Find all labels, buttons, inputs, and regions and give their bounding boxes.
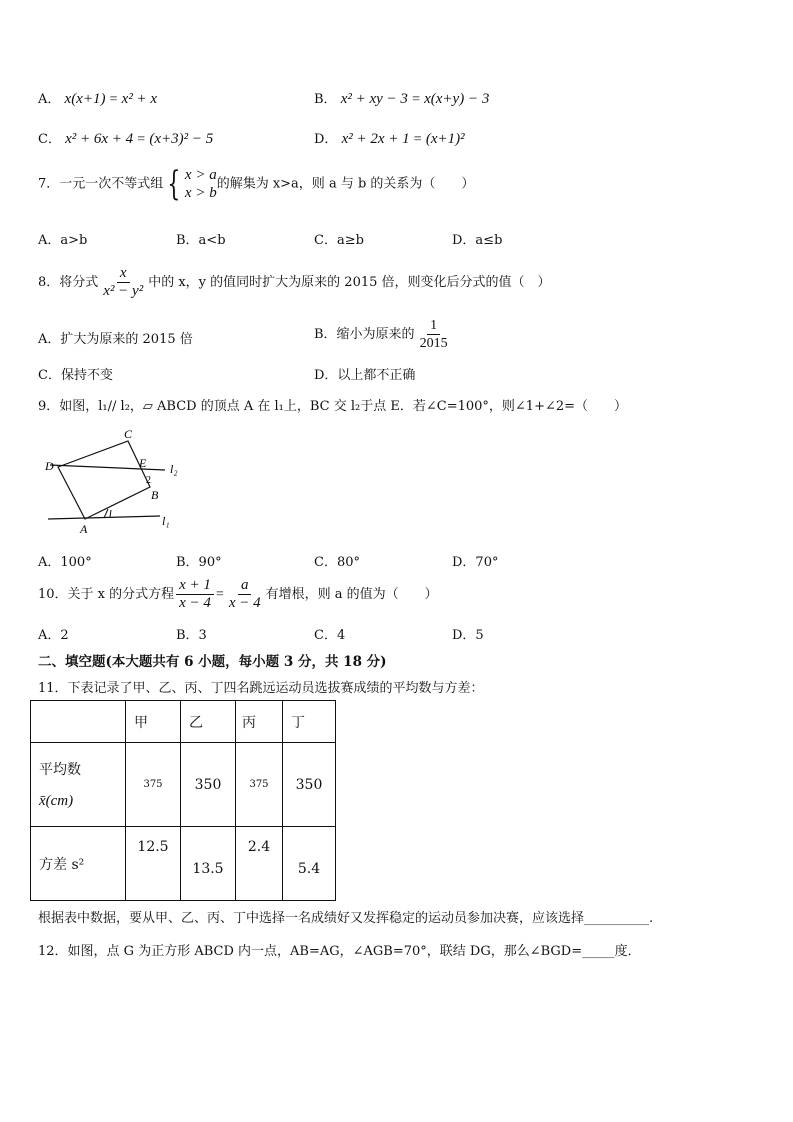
section-heading: 二、填空题(本大题共有 6 小题，每小题 3 分，共 18 分) [38,654,387,670]
q9-option-c: C．80° [314,555,360,570]
cell-var-jia: 12.5 [126,827,181,901]
q7-option-c: C．a≥b [314,233,364,248]
label-a: A [80,522,88,536]
q6-d-lhs: x² + 2x + 1 [341,131,410,147]
q12-stem: 12．如图，点 G 为正方形 ABCD 内一点，AB=AG，∠AGB=70°，联结 DG，那么∠BGD=_____度． [38,944,641,959]
cell-var-ding: 5.4 [283,827,336,901]
label-l2: l₂ [170,462,178,476]
q10-right-fraction: $\frac{a}{x - 4}$ [228,577,261,611]
header-ding: 丁 [283,701,336,743]
q10-option-a: A．2 [38,628,69,643]
label-b: B [151,488,159,502]
q6-option-a: A． x(x+1) = x² + x [38,91,158,107]
q9-option-b: B．90° [176,555,222,570]
header-yi: 乙 [181,701,236,743]
cell-mean-bing: 375 [236,743,283,827]
table-row-mean [31,743,336,827]
q9-option-a: A．100° [38,555,92,570]
q7-option-a: A．a>b [38,233,88,248]
q11-conclusion: 根据表中数据，要从甲、乙、丙、丁中选择一名成绩好又发挥稳定的运动员参加决赛，应该选择__________. [38,911,654,926]
q7-inequality-system: x > a x > b [184,167,217,201]
label-e: E [139,456,147,470]
q8-option-b-fraction: $\frac{1}{2015}$ [419,318,448,351]
table-corner-cell [31,701,126,743]
q10-option-d: D．5 [452,628,484,643]
brace-glyph: { [167,164,181,204]
cell-mean-yi: 350 [181,743,236,827]
q11-table [30,700,336,901]
label-l1: l₁ [162,514,170,528]
q6-option-b: B． x² + xy − 3 = x(x+y) − 3 [314,91,490,107]
q6-b-rhs: x(x+y) − 3 [424,91,490,107]
label-d: D [45,459,54,473]
q6-option-d: D． x² + 2x + 1 = (x+1)² [314,131,465,147]
table-header-row [31,701,336,743]
q7-option-b: B．a<b [176,233,226,248]
q8-stem: 8．将分式 $\frac{x}{\text{x² − y²}}$ 中的 x，y 的值同时扩大为原来的 2015 倍，则变化后分式的值（ ） [38,265,551,299]
q6-b-lhs: x² + xy − 3 [340,91,408,107]
q7-stem: 7．一元一次不等式组 { x > a x > b 的解集为 x>a，则 a 与 b 的关系为（ ） [38,164,475,204]
q10-option-b: B．3 [176,628,207,643]
q8-option-a: A．扩大为原来的 2015 倍 [38,332,193,347]
label-2: 2 [146,475,151,486]
cell-mean-ding: 350 [283,743,336,827]
q6-c-lhs: x² + 6x + 4 [65,131,134,147]
line-l2 [50,465,165,470]
angle1-mark-2 [110,510,111,517]
q8-option-b: B．缩小为原来的 $\frac{1}{2015}$ [314,318,453,351]
header-jia: 甲 [126,701,181,743]
header-bing: 丙 [236,701,283,743]
q8-option-c: C．保持不变 [38,368,113,383]
q10-left-fraction: $\frac{x + 1}{x - 4}$ [176,578,214,611]
cell-var-bing: 2.4 [236,827,283,901]
q10-option-c: C．4 [314,628,346,643]
q8-fraction: $\frac{x}{\text{x² − y²}}$ [103,265,144,299]
q6-a-lhs: x(x+1) [64,91,106,107]
q6-d-rhs: (x+1)² [425,131,465,147]
q11-stem: 11．下表记录了甲、乙、丙、丁四名跳远运动员选拔赛成绩的平均数与方差： [38,681,484,696]
table-row-variance [31,827,336,901]
q10-stem: 10．关于 x 的分式方程 $\frac{x + 1}{x - 4}$ = $\frac{a}{x - 4}$ 有增根，则 a 的值为（ ） [38,577,438,611]
cell-var-yi: 13.5 [181,827,236,901]
q8-option-d: D．以上都不正确 [314,368,416,383]
q6-option-c: C． x² + 6x + 4 = (x+3)² − 5 [38,131,214,147]
label-c: C [124,427,133,441]
row-label-variance: 方差 s² [31,827,126,901]
parallelogram-abcd [58,441,150,519]
q9-option-d: D．70° [452,555,499,570]
q9-figure [40,425,200,540]
q9-stem: 9．如图，l₁// l₂，▱ ABCD 的顶点 A 在 l₁上，BC 交 l₂于点 E．若∠C=100°，则∠1+∠2=（ ） [38,399,628,414]
q11-answer-blank[interactable]: __________ [584,911,650,926]
cell-mean-jia: 375 [126,743,181,827]
q7-option-d: D．a≤b [452,233,503,248]
q6-a-rhs: x² + x [121,91,158,107]
q12-answer-blank[interactable]: _____ [582,944,615,959]
row-label-mean: 平均数 x̄(cm) [31,743,126,827]
q6-c-rhs: (x+3)² − 5 [149,131,214,147]
angle1-mark [104,509,108,518]
